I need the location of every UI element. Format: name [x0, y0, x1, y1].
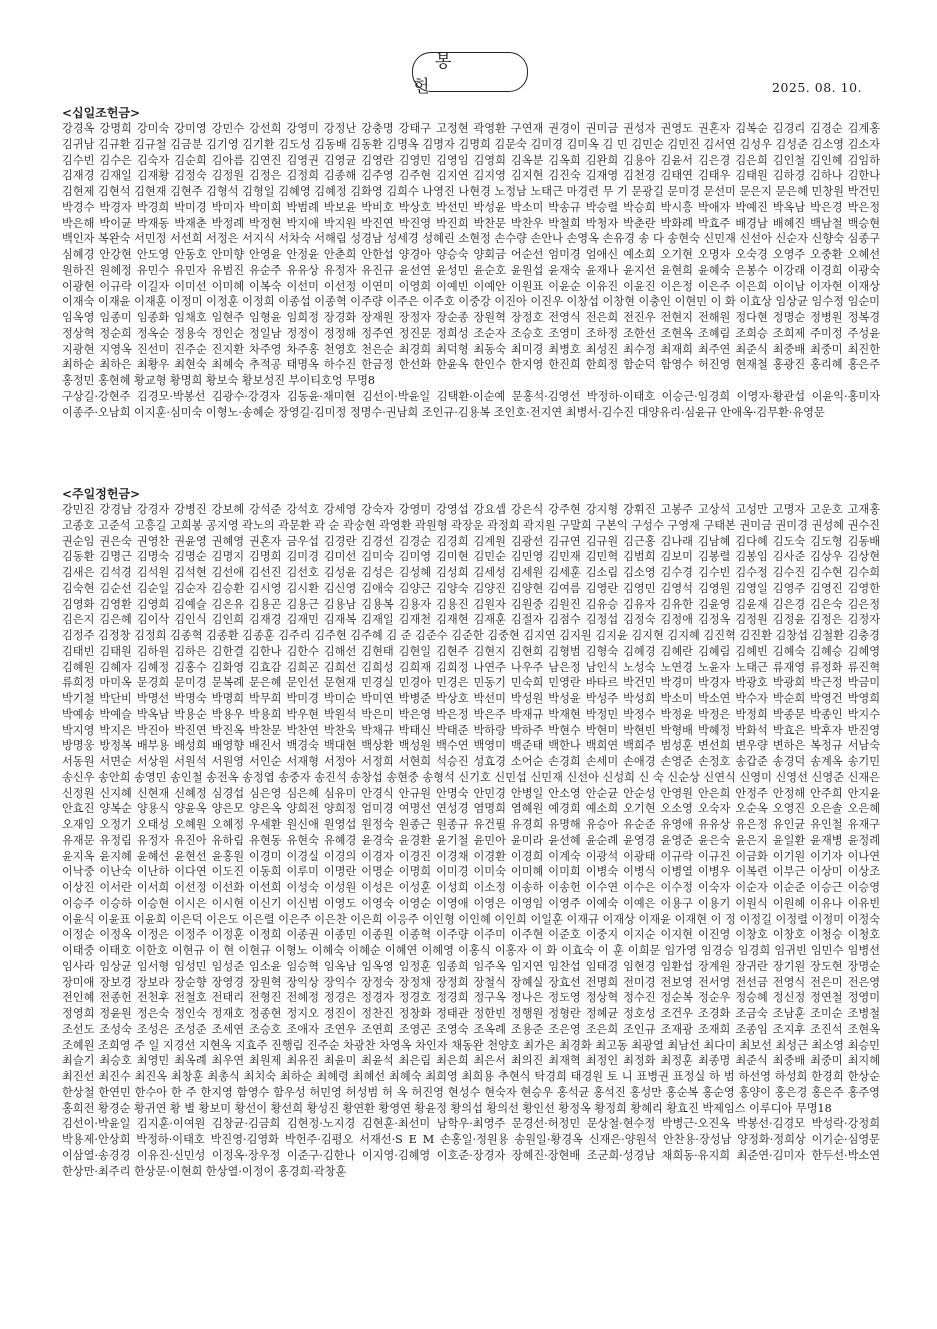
- sunday-offering-section-title: <주일정헌금>: [62, 487, 141, 501]
- sunday-offering-donor-list: 강민진 강경남 강경자 강병진 강보혜 강석준 강석호 강세영 강숙자 강영미 강영섭 강요셉 강은식 강주현 강지형 강휘진 고봉주 고상석 고성만 고명자 고운호 고재홍 고종호 고준석 고흥길 고희봉 공지영 곽노의 곽문환 곽 순 곽숭현 곽영환 곽원형 곽장운 곽정희 곽지원 구말희 구본익 구성수 구영재 구태본 권미금 권미경 권성혜 권수진 권순임 권은숙 권영찬 권윤영 권혜영 권혼자 금우섭 김경란 김경선 김경순 김경희 김계원 김광선 김규연 김규원 김근홍 김나래 김남혜 김다혜 김도숙 김도형 김동배 김동환 김명근 김명숙 김명순 김명지 김명희 김미경 김미선 김미숙 김미영 김미현 김민순 김민영 김민재 김민혁 김범희 김보미 김봉렬 김봉임 김사준 김상우 김상현 김새은 김석경 김석원 김석현 김선애 김선진 김선호 김성윤 김성은 김성혜 김성희 김세성 김세원 김세훈 김소림 김소영 김수경 김수빈 김수정 김수진 김수현 김수희 김숙현 김순선 김순일 김순자 김승환 김시영 김시환 김신영 김애숙 김양근 김양숙 김양진 김양현 김여름 김영란 김영민 김영석 김영원 김영일 김영주 김영진 김영한 김영화 김영환 김영희 김예슬 김온유 김용곤 김용근 김용남 김용복 김용자 김용진 김원자 김원중 김원진 김유승 김유자 김유한 김윤영 김윤재 김은경 김은숙 김은정 김은지 김은혜 김이삭 김인식 김인희 김재경 김재민 김재복 김재일 김재천 김재현 김재훈 김절자 김점수 김정섭 김정숙 김정애 김정옥 김정원 김정윤 김정은 김정자 김정주 김정창 김정희 김종혁 김종환 김종훈 김주리 김주현 김주혜 김 준 김준수 김준한 김중현 김지연 김지원 김지윤 김지현 김지혜 김진혁 김진환 김창섭 김철환 김충경 김태빈 김태원 김하원 김하은 김한결 김한나 김한수 김해선 김현태 김현일 김현주 김현지 김현희 김형범 김형숙 김혜경 김혜란 김혜림 김혜빈 김혜숙 김혜승 김혜영 김혜원 김혜자 김혜정 김홍수 김화영 김효감 김희곤 김희선 김희성 김희재 김희정 나연주 나우주 남은정 남인식 노성숙 노연경 노윤자 노태근 류재영 류정화 류진혁 류희정 마미옥 문경희 문미경 문복례 문은혜 문인선 문현재 민경실 민경아 민경은 민동기 민숙희 민영란 바타르 박건민 박경미 박경자 박광호 박광희 박근정 박금미 박기철 박단비 박명선 박명숙 박명희 박무희 박미경 박미순 박미연 박병준 박상호 박선미 박성원 박성윤 박성주 박성희 박소미 박소연 박수자 박순희 박영건 박영희 박예송 박예슬 박옥남 박용순 박용우 박용희 박우현 박원석 박은미 박은영 박은정 박은주 박재규 박재현 박정민 박정수 박정윤 박정은 박정희 박종문 박종인 박지수 박지영 박지은 박진아 박진연 박진옥 박찬문 박찬연 박찬욱 박채규 박태신 박태준 박하랑 박하주 박현수 박현미 박현빈 박형배 박혜정 박화석 박효은 박후자 반진영 방명웅 방정복 배부용 배성희 배영향 배진서 백경숙 백대현 백상환 백성원 백수연 백영미 백준태 백한나 백희연 백희주 범성훈 변선희 변우량 변하은 복정규 서남숙 서동원 서면순 서상원 서원석 서원영 서인순 서재형 서정아 서정희 서현희 석승진 성효경 소어순 손경희 손세미 손애경 손영준 손정호 송갑준 송경덕 송계옥 송기민 송신우 송안희 송영민 송인철 송전옥 송정엽 송중자 송진석 송창섭 송현중 송형석 신기호 신민섭 신민재 신선아 신성희 신 숙 신순상 신연식 신영미 신영선 신영준 신재은 신정원 신지혜 신현재 신혜정 심경섭 심은영 심은혜 심유미 안경식 안규원 안명숙 안민경 안병일 안소영 안순균 안순성 안영원 안은희 안정주 안정해 안주희 안지윤 안효진 양복순 양용식 양윤옥 양은모 양은옥 양희전 양희정 엄미경 여명선 연성경 염명희 염혜원 예경희 예소희 오기현 오소영 오숙자 오순옥 오영진 오은솔 오은혜 오재임 오정기 오태성 오혜원 오혜정 우세환 원신애 원영섭 원정숙 원종근 원종규 유건필 유경희 유명해 유승아 유순준 유영애 유유상 유은정 유인균 유인철 유재구 유재문 유정림 유정자 유진아 유하림 유현동 유현숙 유혜경 윤경숙 윤경환 윤기철 윤민아 윤미라 윤선혜 윤순례 윤영경 윤영준 윤은숙 윤은지 윤일환 윤재병 윤정례 윤지옥 윤지혜 윤혜선 윤현선 윤홍원 이경미 이경실 이경의 이경자 이경진 이경채 이경환 이경희 이계숙 이광석 이광태 이규락 이규진 이금화 이기원 이기자 이나연 이낙중 이난숙 이난하 이다연 이도진 이동희 이루미 이명란 이명순 이명희 이미경 이미숙 이미혜 이미희 이병숙 이병식 이병열 이병우 이복련 이부근 이상미 이상조 이상진 이서란 이서희 이선정 이선화 이선희 이성숙 이성원 이성은 이성훈 이성희 이소정 이송하 이송헌 이수연 이수은 이수정 이숙자 이순자 이순준 이승근 이승영 이승주 이승하 이승현 이시은 이시현 이신기 이신범 이영도 이영숙 이영순 이영애 이영은 이영임 이영주 이예숙 이예은 이용구 이용기 이원식 이원혜 이유나 이유빈 이윤식 이윤표 이윤희 이은덕 이은도 이은렬 이은주 이은찬 이은희 이응주 이인형 이인혜 이인희 이일훈 이재규 이재상 이재윤 이재현 이 정 이정길 이정렬 이정미 이정숙 이정순 이정옥 이정은 이정주 이정훈 이정희 이종권 이종민 이종원 이종혁 이주량 이주미 이주현 이준호 이중지 이지순 이지현 이진영 이창호 이창호 이청승 이청호 이태중 이태호 이한호 이현규 이 현 이현규 이형노 이혜숙 이혜순 이혜연 이혜영 이홍식 이홍자 이 화 이효숙 이 훈 이희문 임가영 임경승 임경희 임귀빈 임민수 임병선 임사라 임상균 임서형 임성민 임성준 임소윤 임승혁 임옥남 임옥영 임정훈 임종희 임주옥 임지연 임찬섭 임태경 임현경 임환섭 장계원 장귀란 장기원 장도현 장명순 장미애 장보경 장보라 장순향 장영경 장원혁 장익상 장익수 장정숙 장정채 장정희 장철식 장혜실 장효선 전명희 전미경 전보영 전서영 전선금 전영식 전은미 전은영 전인혜 전종헌 전천후 전철호 전태리 전형진 전혜정 정경은 정경자 정경호 정경희 정구옥 정나은 정도영 정상혁 정수진 정순복 정순우 정승혜 정신정 정연철 정영미 정영희 정윤원 정은숙 정인숙 정재호 정종현 정지오 정진이 정찬진 정창화 정태관 정한빈 정행원 정형란 정혜균 정호성 조건우 조경화 조금숙 조남훈 조미순 조병철 조선도 조성숙 조성은 조성준 조세연 조승호 조애자 조연우 조연희 조영곤 조영숙 조옥례 조용준 조은영 조은희 조인규 조재광 조재희 조종임 조지후 조진석 조현옥 조혜원 조희영 주 일 지경선 지현옥 지효주 진행림 진주순 차광찬 차영옥 차인자 채동완 천양호 최가은 최경화 최고동 최광열 최남선 최다미 최보선 최성근 최소영 최승민 최슬기 최승호 최영민 최옥례 최우연 최원제 최유진 최윤미 최윤석 최은림 최은희 최은서 최의진 최재혁 최정인 최정화 최정훈 최종명 최준식 최중배 최중미 최지혜 최진선 최진수 최진옥 최창훈 최총식 최치숙 최하순 최혜령 최혜선 최혜숙 최희영 최희용 추현식 탁경희 태경원 토 니 표병권 표정실 하 범 하선영 하성희 한경희 한상순 한상철 한연민 한수아 한 주 한지영 함영수 함우성 허민영 허성범 허 옥 허진영 현성수 현숙자 현승우 홍석균 홍석진 홍성만 홍순복 홍순영 홍양이 홍은경 홍은주 홍주영 홍희전 황경순 황귀연 황 별 황보미 황선이 황선희 황성진 황연환 황영연 황윤정 황의섭 황의선 황인선 황정옥 황정희 황혜리 황효진 박제임스 이루디아 무명18: [62, 503, 881, 1115]
- sunday-offering-couple-list: 김선이·박윤일 김지훈·이여원 김창균·김금희 김현정·노지경 김현훈·최선미 남학우·최영주 문경선·허정민 문상철·현수정 박병근·오진옥 박봉선·김경모 박성락·강정희 박용제·안상희 박정하·이태호 박진영·김영화 박헌주·김평오 서재선·S E M 손홍일·정원용 송원일·황경옥 신재은·양원석 안찬용·장성남 양정화·정희상 이기순·심영문 이삼열·송경경 이유진·신민성 이정옥·장우정 이준구·김한나 이지영·김혜영 이호준·장경자 장혜진·장현배 조군희·성경남 채희동·유지희 최준연·김미자 한두선·박소연 한상만·최주리 한상문·이현희 한상열·이정이 홍경희·곽창훈: [62, 1117, 881, 1178]
- sunday-offering-section: [62, 487, 880, 1179]
- tithe-couple-list: 구상길·강현주 김경모·박봉선 김광수·강경자 김동윤·채미현 김선이·박윤일 김택환·이순예 문홍석·김영선 박정하·이태호 이승근·임경희 이영자·황관섭 이윤익·홍미자 이종주·오남희 이지훈·심미숙 이형노·송혜순 장영길·김미정 정명수·권남희 조인규·김용복 조인호·전지연 최병서·김수진 대양유리·심윤규 안애옥·김무환·유영문: [62, 389, 881, 419]
- tithe-donor-list: 강경옥 강명희 강미숙 강미영 강민수 강선희 강영미 강정난 강충명 강태구 고정현 곽영환 구연재 권경이 권미금 권성자 권영도 권혼자 김복순 김경리 김경순 김계홍 김귀남 김규환 김규철 김금분 김기영 김기환 김도성 김동배 김동환 김명옥 김명자 김명희 김문숙 김미경 김미옥 김 민 김민순 김민진 김서연 김성우 김성준 김소영 김소자 김수빈 김수은 김숙자 김순희 김아름 김연진 김영권 김영균 김영란 김영민 김영임 김영희 김옥분 김옥희 김완희 김용아 김윤서 김은경 김은희 김인철 김인혜 김임하 김재경 김재일 김재황 김정숙 김정원 김정은 김정희 김종해 김주영 김주현 김지연 김지영 김지현 김진숙 김재영 김천경 김태연 김태우 김태원 김하경 김하나 김한나 김현제 김현석 김현재 김현주 김형석 김형일 김혜영 김혜정 김화영 김희수 나영진 나현경 노정남 노태근 마경련 무 기 문광길 문미경 문선미 문은지 문은혜 민창원 박건민 박경수 박경자 박경희 박미경 박미자 박미희 박범례 박보윤 박비호 박상호 박선민 박성윤 박소미 박송규 박승렬 박승희 박시흥 박애자 박예진 박옥남 박은경 박은정 박은해 박이균 박재동 박재춘 박정례 박정현 박지애 박지원 박진연 박진영 박진희 박찬문 박찬우 박철희 박청자 박춘란 박화례 박효주 배경남 배혜진 백남철 백승현 백인자 복완숙 서민정 서선희 서정은 서지식 서차숙 서해림 성경남 성세경 성혜린 소현정 손수량 손안나 손영옥 손유경 송 다 송현숙 신민재 신선아 신순자 신향숙 심종구 심혜경 안강현 안도영 안동호 안미향 안영윤 안정윤 안춘희 안한섭 양경아 양승숙 양회금 어순선 엄미경 엄애신 예소희 오기현 오명자 오숙경 오영주 오중환 오혜선 원하진 원혜정 유민수 유민자 유범진 유순주 유유상 유정자 유진규 윤선연 윤성민 윤순호 윤원섭 윤재숙 윤재나 윤지선 윤현희 윤혜숙 은봉수 이강래 이경희 이광숙 이광현 이규락 이길자 이미선 이미혜 이복숙 이선미 이선정 이연미 이영희 이예빈 이예안 이원표 이윤순 이유진 이윤진 이은정 이은주 이은희 이이남 이자현 이재상 이재숙 이재윤 이재훈 이정미 이정훈 이정희 이종섭 이종혁 이주량 이주은 이주호 이중강 이진아 이진우 이창섭 이창현 이충인 이현민 이 화 이효상 임상균 임수정 임순미 임옥영 임종미 임종화 임채호 임현주 임형윤 임희정 장경화 장재원 장정자 장순종 장원혁 장정호 전영식 전은희 전진우 전현지 전해원 정다현 정명순 정병원 정복경 정상혁 정순희 정옥순 정용숙 정인순 정일남 정정이 정정해 정주연 정진문 정희성 조순자 조승호 조영미 조하정 조한선 조현옥 조혜림 조희승 조희제 주미정 주성윤 지광현 지영옥 진선미 진주순 진지환 차주영 차주홍 천영호 천은순 최경희 최덕형 최동숙 최미경 최병호 최성진 최수정 최재희 최주연 최준식 최중배 최중미 최진한 최하순 최하은 최황우 최현숙 최혜숙 추적공 태명옥 하수진 한금정 한선화 한윤옥 한인수 한지영 한진희 한희정 함순덕 함영수 허진영 현재철 홍광진 홍리혜 홍은주 홍정민 홍현혜 황교형 황명희 황보숙 황보성진 부이티호엉 무명8: [62, 122, 881, 387]
- page-title: 봉 헌: [412, 52, 528, 92]
- tithe-section-title: <십일조헌금>: [62, 106, 141, 120]
- tithe-section: [62, 106, 880, 420]
- offering-date: 2025. 08. 10.: [772, 80, 862, 95]
